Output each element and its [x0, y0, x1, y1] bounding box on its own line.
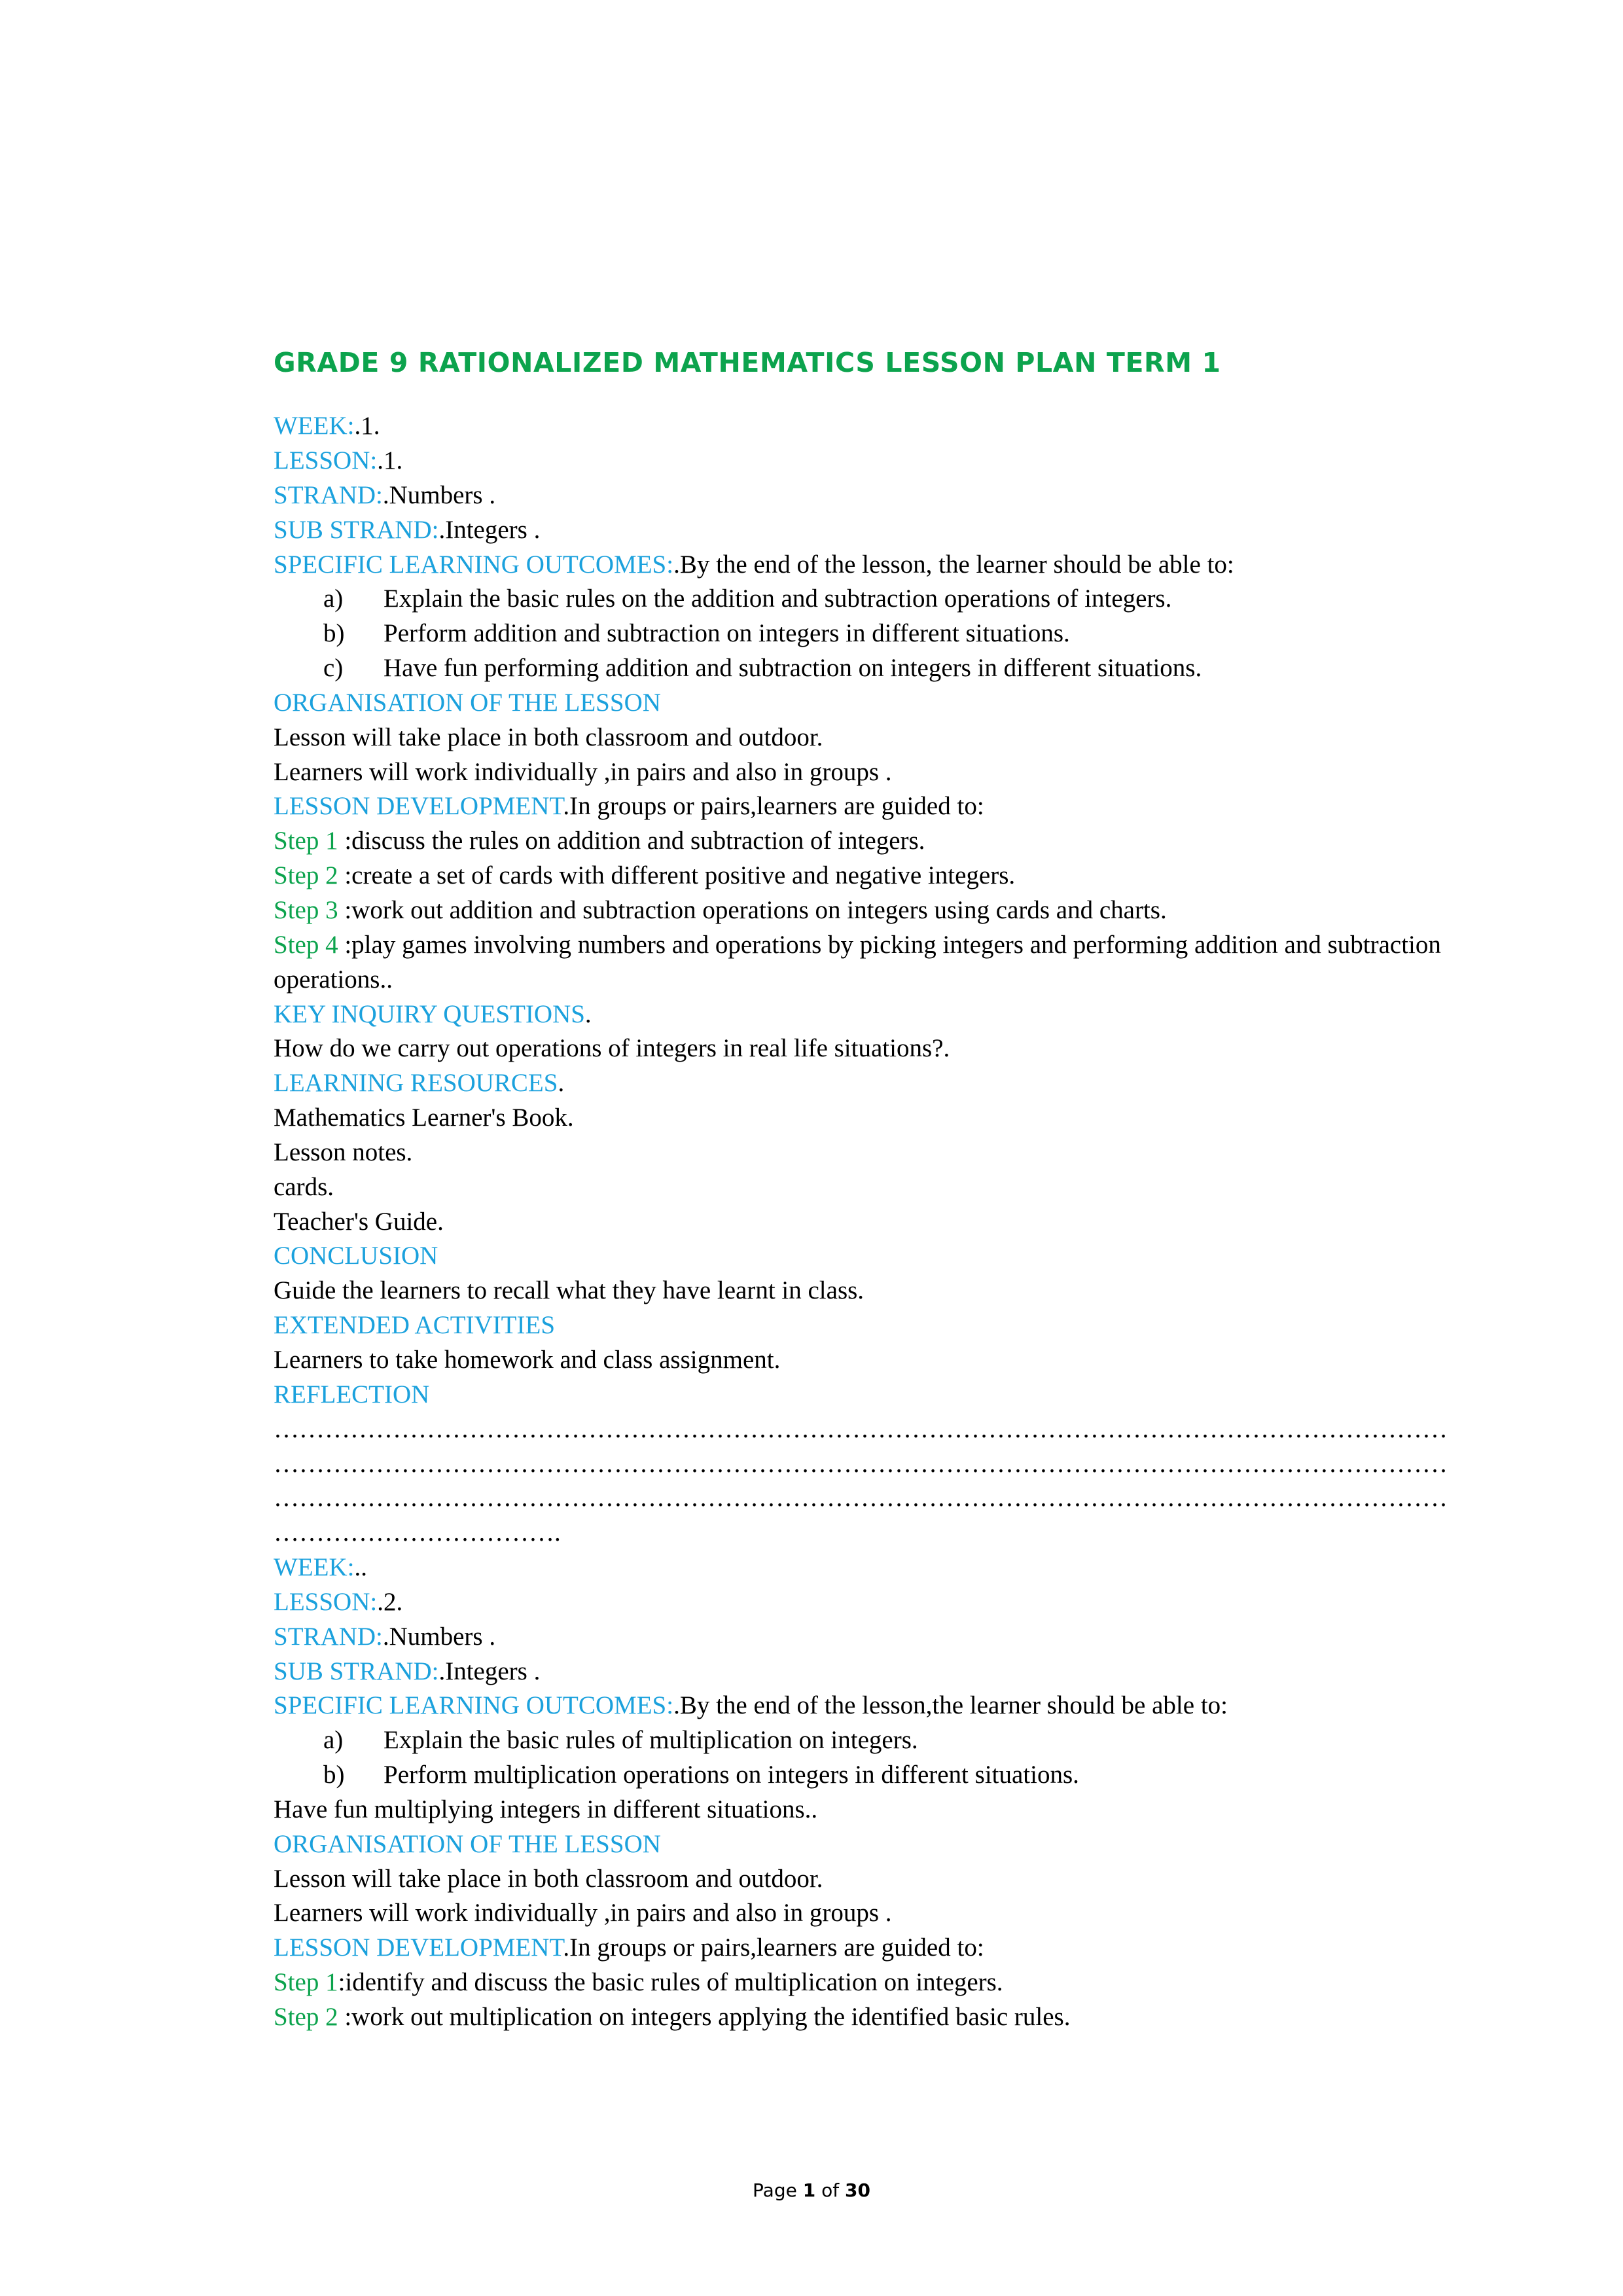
- list-text: Have fun performing addition and subtraction on integers in different situations.: [383, 654, 1202, 683]
- step-text: :work out addition and subtraction operations on integers using cards and charts.: [344, 896, 1167, 924]
- reflection-dotted-line: …………………………………………………………………………………………………………………………: [274, 1414, 1448, 1443]
- outcomes-line-1: [274, 548, 1504, 583]
- step-label: Step 2: [274, 861, 345, 890]
- list-text: Perform addition and subtraction on integers in different situations.: [383, 619, 1070, 648]
- step-line-1-4: [274, 928, 1504, 997]
- footer-middle: of: [815, 2179, 845, 2201]
- outcomes-list-1: [274, 582, 1504, 686]
- resources-punct: .: [558, 1069, 565, 1098]
- strand-value: .Numbers .: [382, 1622, 496, 1651]
- step-text: :play games involving numbers and operations by picking integers and performing addition and subtraction operations..: [274, 930, 1441, 994]
- conclusion-heading-1: CONCLUSION: [274, 1242, 438, 1270]
- sub-strand-value: .Integers .: [438, 1657, 541, 1685]
- outcomes-label: SPECIFIC LEARNING OUTCOMES:: [274, 550, 674, 579]
- step-line-2-1: [274, 1965, 1504, 2000]
- resource-item: cards.: [274, 1172, 334, 1201]
- step-label: Step 2: [274, 2003, 345, 2031]
- week-line-1: [274, 409, 1504, 444]
- sub-strand-line-2: [274, 1655, 1504, 1689]
- development-intro: .In groups or pairs,learners are guided to:: [563, 1933, 984, 1962]
- lesson-label: LESSON:: [274, 1587, 378, 1616]
- list-marker: a): [323, 584, 344, 613]
- development-line-1: [274, 789, 1504, 824]
- footer-total-pages: 30: [845, 2179, 870, 2201]
- outcomes-intro: .By the end of the lesson,the learner should be able to:: [673, 1691, 1228, 1720]
- page-footer: [0, 2179, 1623, 2201]
- outcomes-list-2: [274, 1723, 1504, 1793]
- strand-line-1: [274, 478, 1504, 513]
- step-label: Step 1: [274, 827, 345, 855]
- development-label: LESSON DEVELOPMENT: [274, 792, 563, 821]
- week-label: WEEK:: [274, 1553, 355, 1582]
- list-text: Perform multiplication operations on integers in different situations.: [383, 1761, 1079, 1789]
- strand-label: STRAND:: [274, 1622, 383, 1651]
- step-label: Step 3: [274, 896, 345, 924]
- step-line-1-1: [274, 824, 1504, 859]
- step-text: :discuss the rules on addition and subtraction of integers.: [344, 827, 925, 855]
- lesson-value: .2.: [377, 1587, 403, 1616]
- outcomes-trailing-2: Have fun multiplying integers in different situations..: [274, 1795, 818, 1823]
- strand-value: .Numbers .: [382, 480, 496, 509]
- week-value: ..: [354, 1553, 367, 1582]
- sub-strand-value: .Integers .: [438, 515, 541, 544]
- conclusion-text-1: Guide the learners to recall what they have learnt in class.: [274, 1276, 865, 1305]
- organisation-heading-2: ORGANISATION OF THE LESSON: [274, 1829, 661, 1858]
- list-item: [274, 651, 1504, 686]
- extended-activities-text-1: Learners to take homework and class assignment.: [274, 1345, 781, 1374]
- organisation-heading-1: ORGANISATION OF THE LESSON: [274, 688, 661, 717]
- development-label: LESSON DEVELOPMENT: [274, 1933, 563, 1962]
- lesson-line-2: [274, 1585, 1504, 1620]
- list-marker: b): [323, 619, 345, 648]
- reflection-heading-1: REFLECTION: [274, 1380, 430, 1408]
- list-marker: a): [323, 1726, 344, 1755]
- resources-heading-1: [274, 1066, 1504, 1101]
- organisation-text-1b: Learners will work individually ,in pairs and also in groups .: [274, 757, 892, 786]
- development-intro: .In groups or pairs,learners are guided to:: [563, 792, 984, 821]
- step-label: Step 1: [274, 1968, 338, 1997]
- development-line-2: [274, 1931, 1504, 1965]
- sub-strand-label: SUB STRAND:: [274, 1657, 439, 1685]
- resource-item: Teacher's Guide.: [274, 1207, 444, 1236]
- key-inquiry-text-1: How do we carry out operations of integers in real life situations?.: [274, 1034, 950, 1063]
- list-text: Explain the basic rules on the addition and subtraction operations of integers.: [383, 584, 1172, 613]
- list-text: Explain the basic rules of multiplication on integers.: [383, 1726, 918, 1755]
- key-inquiry-heading-1: [274, 997, 1504, 1032]
- footer-page-number: 1: [802, 2179, 816, 2201]
- step-text: :work out multiplication on integers applying the identified basic rules.: [344, 2003, 1071, 2031]
- week-line-2: [274, 1551, 1504, 1585]
- resource-item: Lesson notes.: [274, 1138, 413, 1166]
- organisation-text-2b: Learners will work individually ,in pairs and also in groups .: [274, 1899, 892, 1928]
- strand-label: STRAND:: [274, 480, 383, 509]
- list-marker: c): [323, 654, 344, 683]
- lesson-value: .1.: [377, 446, 403, 475]
- list-item: [274, 1758, 1504, 1793]
- document-body: [274, 347, 1504, 2035]
- reflection-dotted-line: …………………………………………………………………………………………………………………………: [274, 1484, 1448, 1513]
- lesson-label: LESSON:: [274, 446, 378, 475]
- footer-prefix: Page: [753, 2179, 803, 2201]
- page-title: GRADE 9 RATIONALIZED MATHEMATICS LESSON PLAN TERM 1: [274, 347, 1221, 378]
- organisation-text-1a: Lesson will take place in both classroom and outdoor.: [274, 723, 823, 751]
- week-value: .1.: [354, 412, 380, 440]
- extended-activities-heading-1: EXTENDED ACTIVITIES: [274, 1311, 556, 1340]
- step-line-1-3: [274, 893, 1504, 928]
- organisation-text-2a: Lesson will take place in both classroom and outdoor.: [274, 1864, 823, 1893]
- reflection-dotted-line: …………………………….: [274, 1518, 561, 1547]
- key-inquiry-label: KEY INQUIRY QUESTIONS: [274, 999, 585, 1028]
- step-label: Step 4: [274, 930, 345, 959]
- resources-label: LEARNING RESOURCES: [274, 1069, 558, 1098]
- resource-item: Mathematics Learner's Book.: [274, 1103, 574, 1132]
- step-text: :identify and discuss the basic rules of multiplication on integers.: [338, 1968, 1003, 1997]
- list-item: [274, 1723, 1504, 1758]
- list-item: [274, 617, 1504, 651]
- step-text: :create a set of cards with different positive and negative integers.: [344, 861, 1016, 890]
- strand-line-2: [274, 1620, 1504, 1655]
- reflection-dotted-line: …………………………………………………………………………………………………………………………: [274, 1449, 1448, 1478]
- step-line-2-2: [274, 2000, 1504, 2035]
- outcomes-label: SPECIFIC LEARNING OUTCOMES:: [274, 1691, 674, 1720]
- lesson-line-1: [274, 444, 1504, 478]
- outcomes-line-2: [274, 1689, 1504, 1723]
- sub-strand-line-1: [274, 513, 1504, 548]
- week-label: WEEK:: [274, 412, 355, 440]
- list-item: [274, 582, 1504, 617]
- outcomes-intro: .By the end of the lesson, the learner should be able to:: [673, 550, 1234, 579]
- key-inquiry-punct: .: [584, 999, 592, 1028]
- step-line-1-2: [274, 859, 1504, 893]
- list-marker: b): [323, 1761, 345, 1789]
- sub-strand-label: SUB STRAND:: [274, 515, 439, 544]
